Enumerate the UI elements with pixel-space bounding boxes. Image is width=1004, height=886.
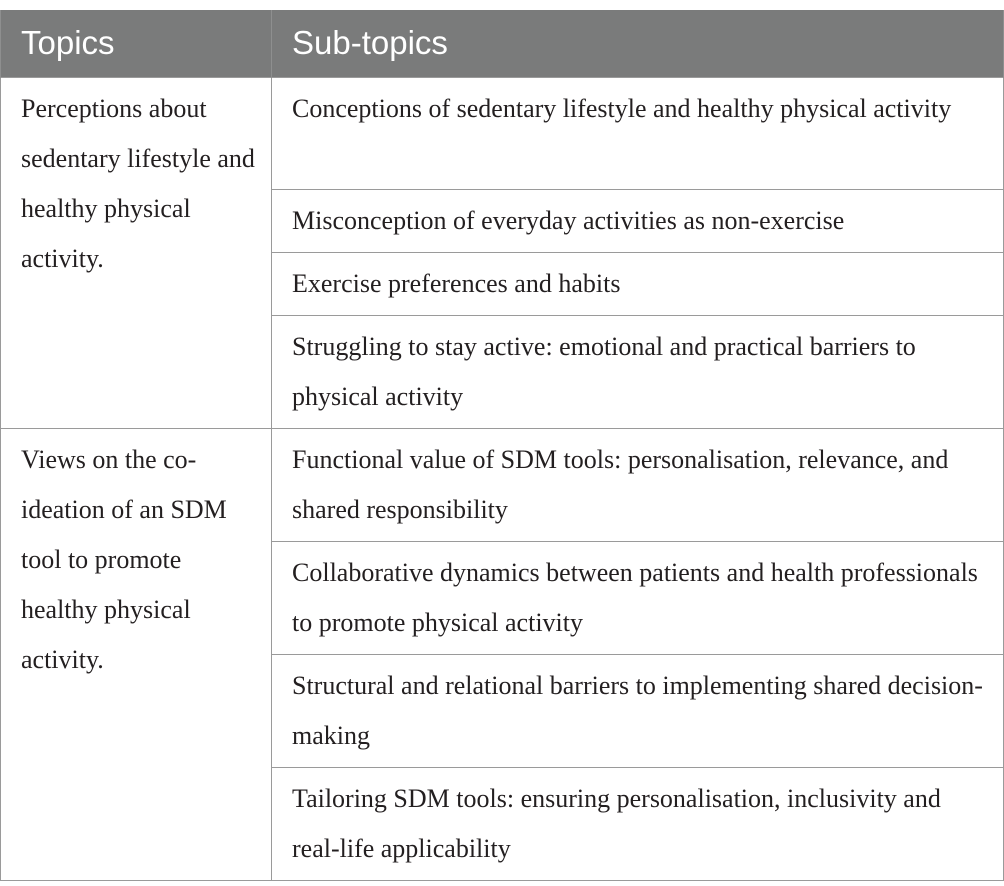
subtopic-cell: Collaborative dynamics between patients and health professionals to promote physical activity bbox=[272, 541, 1004, 654]
topics-table bbox=[0, 10, 1004, 881]
topic-cell: Perceptions about sedentary lifestyle and healthy physical activity. bbox=[1, 77, 272, 428]
subtopic-cell: Struggling to stay active: emotional and practical barriers to physical activity bbox=[272, 315, 1004, 428]
subtopic-cell: Structural and relational barriers to implementing shared decision-making bbox=[272, 654, 1004, 767]
header-row bbox=[1, 10, 1004, 77]
table-row bbox=[1, 77, 1004, 189]
subtopic-cell: Misconception of everyday activities as non-exercise bbox=[272, 189, 1004, 252]
table-body bbox=[1, 77, 1004, 880]
header-subtopics: Sub-topics bbox=[272, 10, 1004, 77]
table-header bbox=[1, 10, 1004, 77]
subtopic-cell: Functional value of SDM tools: personalisation, relevance, and shared responsibility bbox=[272, 428, 1004, 541]
header-topics: Topics bbox=[1, 10, 272, 77]
topic-cell: Views on the co-ideation of an SDM tool to promote healthy physical activity. bbox=[1, 428, 272, 880]
topics-table-container bbox=[0, 10, 1003, 881]
subtopic-cell: Tailoring SDM tools: ensuring personalisation, inclusivity and real-life applicability bbox=[272, 767, 1004, 880]
subtopic-cell: Conceptions of sedentary lifestyle and healthy physical activity bbox=[272, 77, 1004, 189]
table-row bbox=[1, 428, 1004, 541]
subtopic-cell: Exercise preferences and habits bbox=[272, 252, 1004, 315]
